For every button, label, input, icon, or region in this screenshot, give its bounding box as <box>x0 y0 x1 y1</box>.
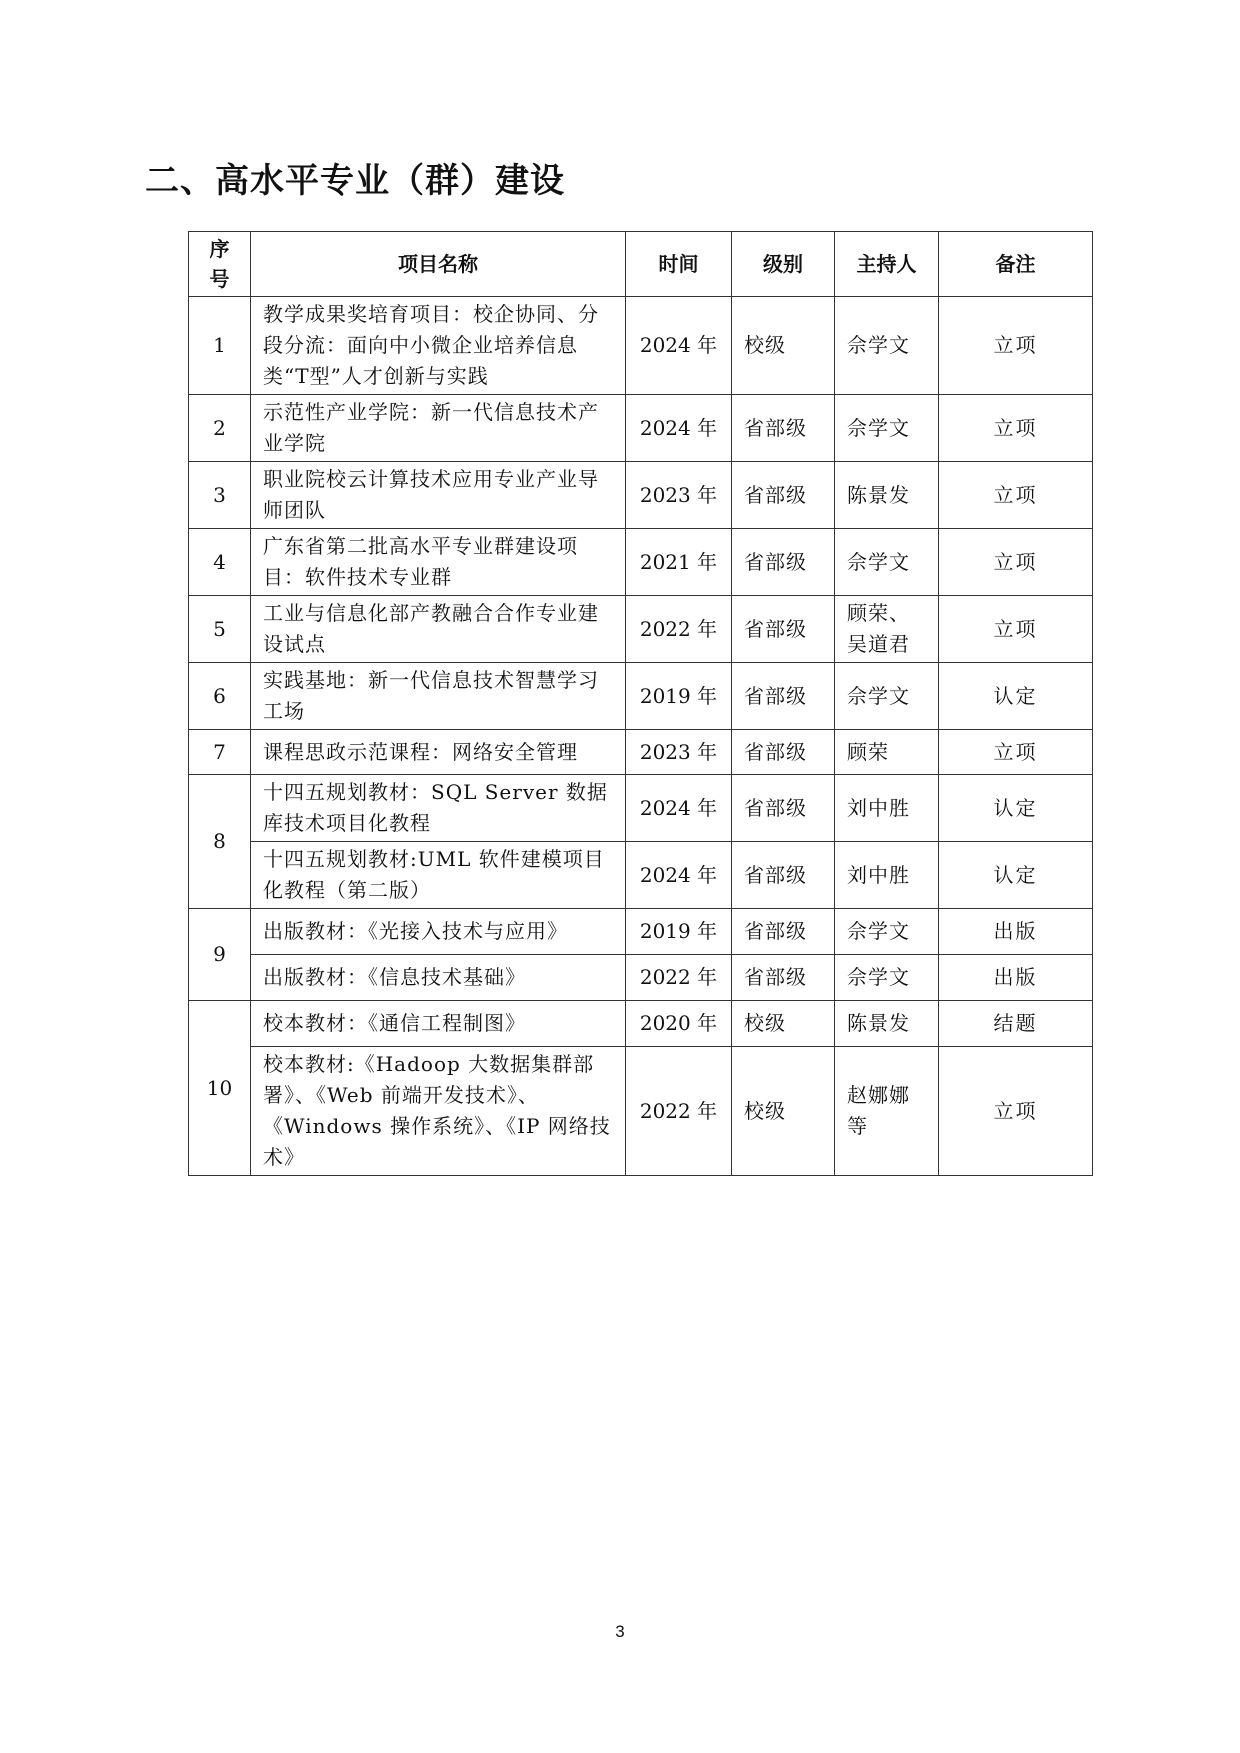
row-level: 省部级 <box>732 842 835 909</box>
row-time: 2023 年 <box>626 462 732 529</box>
row-name: 十四五规划教材：SQL Server 数据库技术项目化教程 <box>251 775 626 842</box>
row-name: 示范性产业学院：新一代信息技术产业学院 <box>251 395 626 462</box>
row-name: 校本教材：《通信工程制图》 <box>251 1001 626 1047</box>
row-level: 省部级 <box>732 955 835 1001</box>
row-time: 2020 年 <box>626 1001 732 1047</box>
table-row <box>189 596 1093 663</box>
row-note: 立项 <box>939 730 1093 775</box>
row-name: 出版教材：《光接入技术与应用》 <box>251 909 626 955</box>
header-seq <box>189 232 251 297</box>
header-seq-label: 序号 <box>209 237 230 291</box>
row-seq: 3 <box>189 462 251 529</box>
row-seq: 9 <box>189 909 251 1001</box>
row-note: 立项 <box>939 1047 1093 1176</box>
row-host: 刘中胜 <box>835 842 939 909</box>
row-time: 2024 年 <box>626 297 732 395</box>
row-seq: 1 <box>189 297 251 395</box>
row-time: 2021 年 <box>626 529 732 596</box>
header-level: 级别 <box>732 232 835 297</box>
row-level: 省部级 <box>732 909 835 955</box>
table-row <box>189 297 1093 395</box>
row-name: 工业与信息化部产教融合合作专业建设试点 <box>251 596 626 663</box>
row-host: 刘中胜 <box>835 775 939 842</box>
row-host: 陈景发 <box>835 1001 939 1047</box>
row-level: 省部级 <box>732 730 835 775</box>
row-seq: 7 <box>189 730 251 775</box>
row-level: 省部级 <box>732 529 835 596</box>
table-row <box>189 730 1093 775</box>
table-row <box>189 663 1093 730</box>
row-note: 认定 <box>939 842 1093 909</box>
row-host: 陈景发 <box>835 462 939 529</box>
row-note: 认定 <box>939 775 1093 842</box>
table-row <box>189 909 1093 955</box>
row-time: 2022 年 <box>626 1047 732 1176</box>
row-seq: 4 <box>189 529 251 596</box>
row-name: 广东省第二批高水平专业群建设项目：软件技术专业群 <box>251 529 626 596</box>
row-time: 2019 年 <box>626 663 732 730</box>
row-note: 立项 <box>939 529 1093 596</box>
row-time: 2024 年 <box>626 775 732 842</box>
row-time: 2024 年 <box>626 842 732 909</box>
row-level: 省部级 <box>732 775 835 842</box>
row-time: 2023 年 <box>626 730 732 775</box>
row-name: 十四五规划教材:UML 软件建模项目化教程（第二版） <box>251 842 626 909</box>
row-note: 立项 <box>939 297 1093 395</box>
row-level: 校级 <box>732 1047 835 1176</box>
row-host: 佘学文 <box>835 663 939 730</box>
table-row <box>189 955 1093 1001</box>
row-host: 佘学文 <box>835 529 939 596</box>
row-level: 省部级 <box>732 663 835 730</box>
row-name: 校本教材:《Hadoop 大数据集群部署》、《Web 前端开发技术》、《Windows 操作系统》、《IP 网络技术》 <box>251 1047 626 1176</box>
table-row <box>189 775 1093 842</box>
row-note: 出版 <box>939 955 1093 1001</box>
row-time: 2024 年 <box>626 395 732 462</box>
header-note: 备注 <box>939 232 1093 297</box>
row-name: 教学成果奖培育项目：校企协同、分段分流：面向中小微企业培养信息类“T型”人才创新与实践 <box>251 297 626 395</box>
row-host: 佘学文 <box>835 395 939 462</box>
table-header-row <box>189 232 1093 297</box>
row-seq: 2 <box>189 395 251 462</box>
table-row <box>189 395 1093 462</box>
table-row <box>189 529 1093 596</box>
row-host: 赵娜娜等 <box>835 1047 939 1176</box>
page-number: 3 <box>615 1622 625 1641</box>
row-note: 出版 <box>939 909 1093 955</box>
row-level: 校级 <box>732 1001 835 1047</box>
row-note: 立项 <box>939 596 1093 663</box>
row-host: 顾荣 <box>835 730 939 775</box>
row-level: 省部级 <box>732 596 835 663</box>
row-seq: 5 <box>189 596 251 663</box>
row-host: 顾荣、吴道君 <box>835 596 939 663</box>
row-name: 课程思政示范课程：网络安全管理 <box>251 730 626 775</box>
row-time: 2022 年 <box>626 955 732 1001</box>
header-name: 项目名称 <box>251 232 626 297</box>
row-level: 校级 <box>732 297 835 395</box>
row-name: 职业院校云计算技术应用专业产业导师团队 <box>251 462 626 529</box>
row-seq: 8 <box>189 775 251 909</box>
row-host: 佘学文 <box>835 909 939 955</box>
table-row <box>189 1047 1093 1176</box>
row-level: 省部级 <box>732 462 835 529</box>
row-name: 实践基地：新一代信息技术智慧学习工场 <box>251 663 626 730</box>
row-note: 立项 <box>939 395 1093 462</box>
row-level: 省部级 <box>732 395 835 462</box>
table-row <box>189 462 1093 529</box>
row-time: 2022 年 <box>626 596 732 663</box>
table-row <box>189 842 1093 909</box>
row-name: 出版教材：《信息技术基础》 <box>251 955 626 1001</box>
row-note: 立项 <box>939 462 1093 529</box>
header-host: 主持人 <box>835 232 939 297</box>
page-title: 二、高水平专业（群）建设 <box>145 161 565 201</box>
row-note: 结题 <box>939 1001 1093 1047</box>
row-seq: 6 <box>189 663 251 730</box>
row-time: 2019 年 <box>626 909 732 955</box>
row-note: 认定 <box>939 663 1093 730</box>
projects-table <box>188 231 1093 1176</box>
row-seq: 10 <box>189 1001 251 1176</box>
row-host: 佘学文 <box>835 297 939 395</box>
table-row <box>189 1001 1093 1047</box>
row-host: 佘学文 <box>835 955 939 1001</box>
header-time: 时间 <box>626 232 732 297</box>
